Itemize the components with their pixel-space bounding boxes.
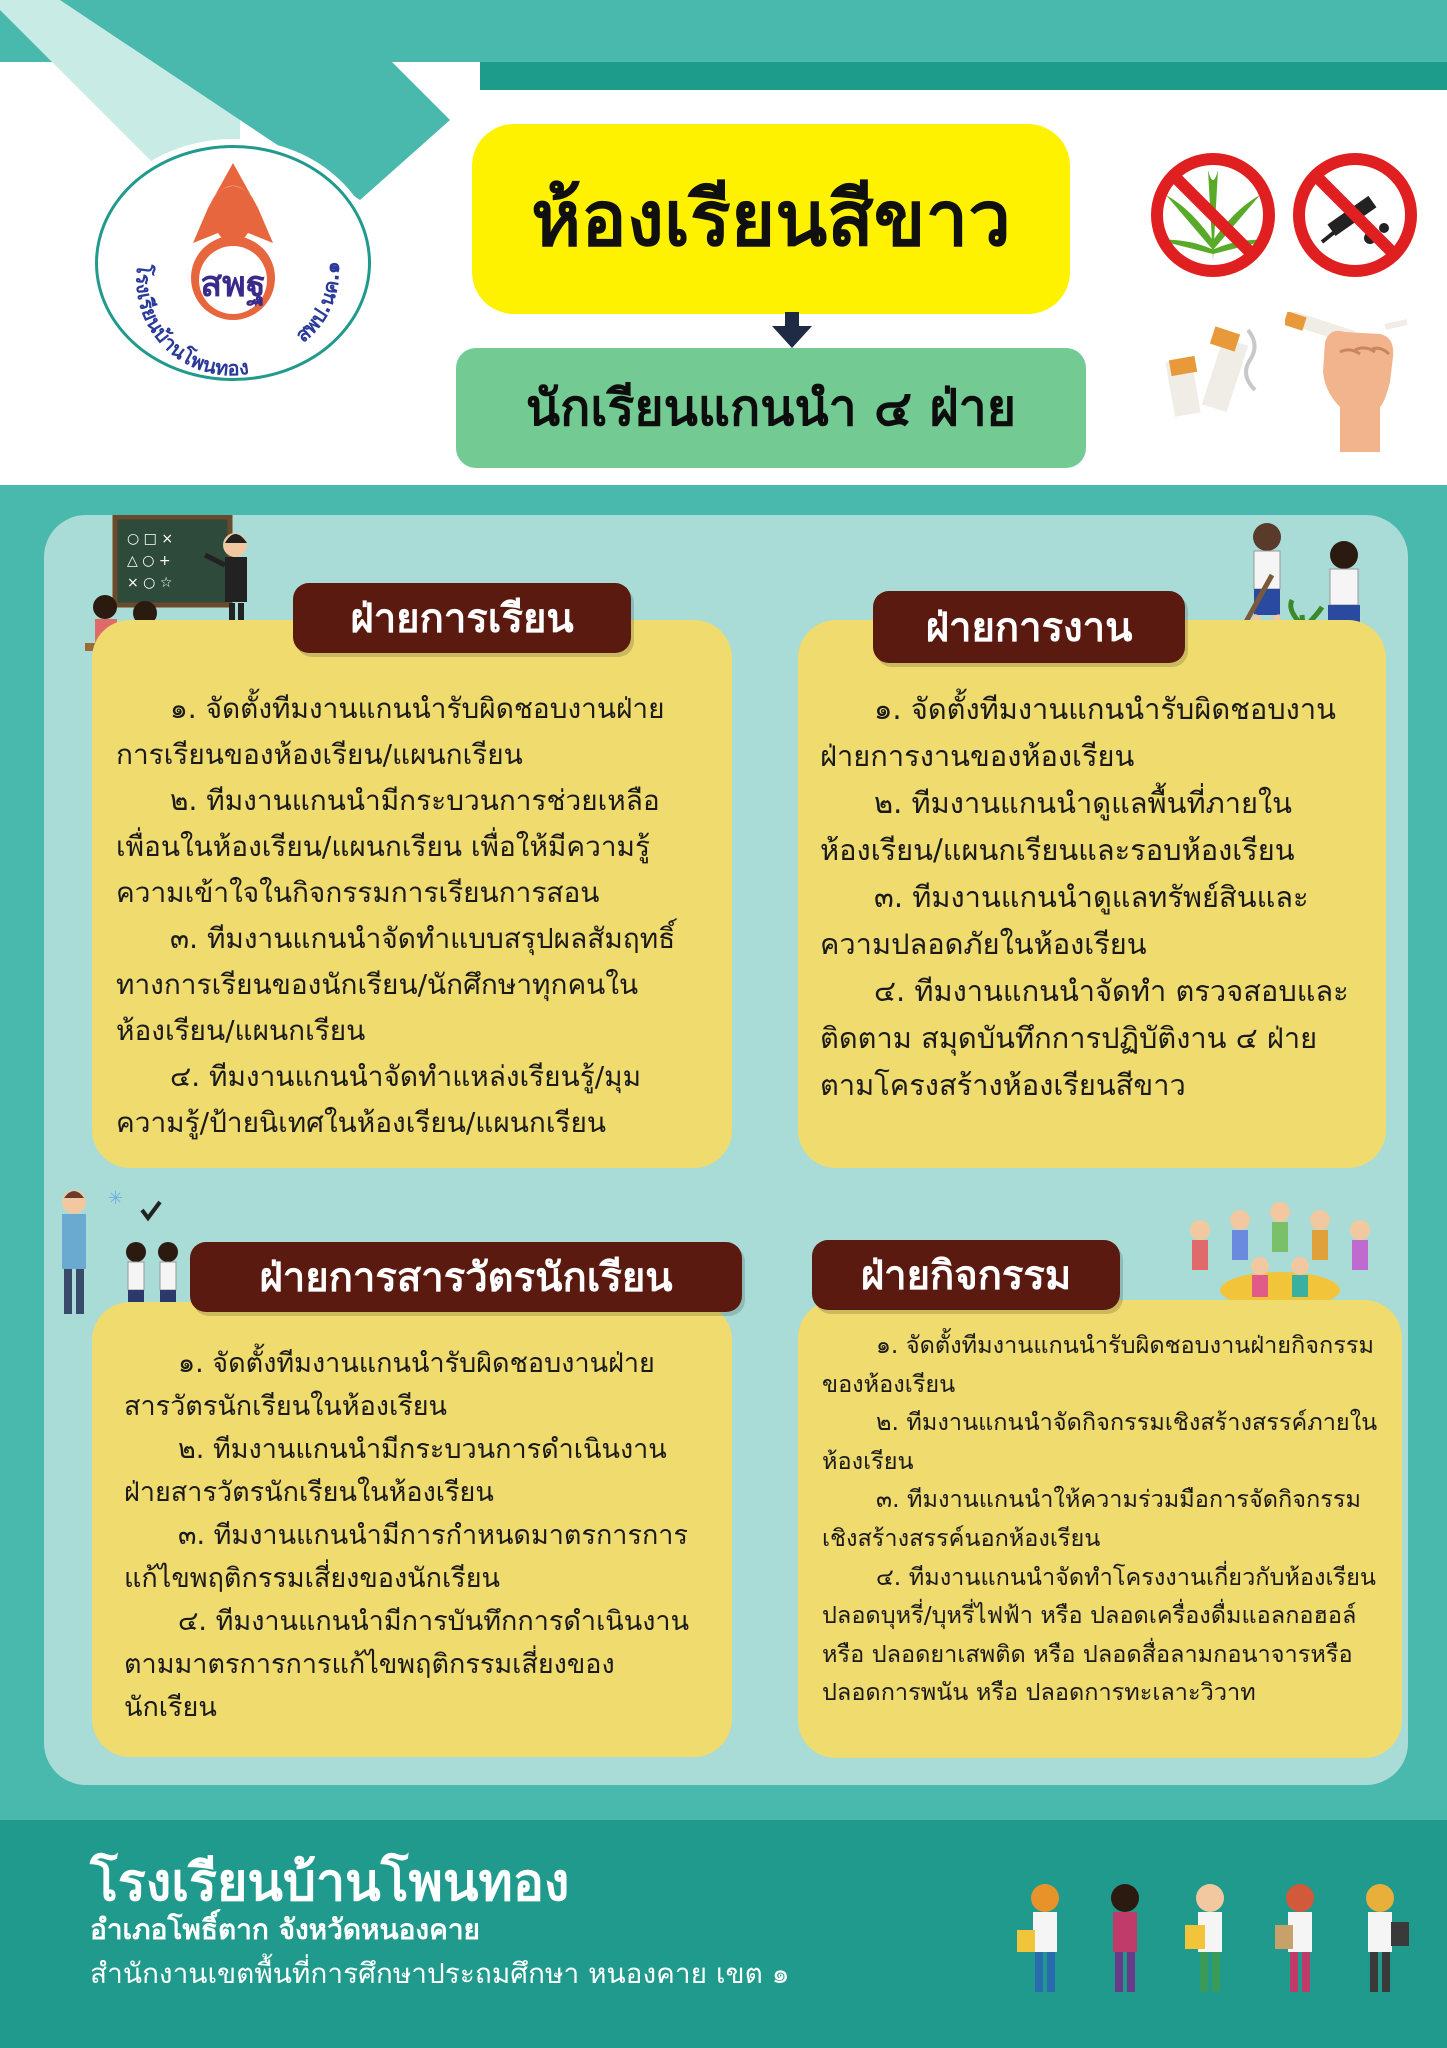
no-cannabis-icon bbox=[1148, 150, 1278, 280]
activity-label-text: ฝ่ายกิจกรรม bbox=[860, 1253, 1072, 1299]
footer-school-name: โรงเรียนบ้านโพนทอง bbox=[90, 1853, 570, 1913]
header-stripe-dark bbox=[480, 62, 1447, 90]
work-item-3: ๓. ทีมงานแกนนำดูแลทรัพย์สินและความปลอดภัยในห้องเรียน bbox=[820, 880, 1309, 961]
page-subtitle bbox=[456, 348, 1086, 468]
work-label-text: ฝ่ายการงาน bbox=[925, 605, 1133, 651]
walking-students-illustration bbox=[1005, 1870, 1425, 2010]
work-items bbox=[798, 620, 1386, 1109]
logo-office-text: สพป.นค.๑ bbox=[290, 260, 345, 348]
activity-card bbox=[798, 1300, 1402, 1758]
activity-label bbox=[812, 1240, 1120, 1310]
broken-cigarette-icon bbox=[1160, 310, 1280, 430]
activity-items bbox=[798, 1300, 1402, 1712]
work-item-4: ๔. ทีมงานแกนนำจัดทำ ตรวจสอบและติดตาม สมุดบันทึกการปฏิบัติงาน ๔ ฝ่าย ตามโครงสร้างห้องเรียนสีขาว bbox=[820, 974, 1349, 1102]
study-label-text: ฝ่ายการเรียน bbox=[350, 596, 574, 642]
activity-item-3: ๓. ทีมงานแกนนำให้ความร่วมมือการจัดกิจกรรมเชิงสร้างสรรค์นอกห้องเรียน bbox=[822, 1485, 1361, 1552]
work-label bbox=[873, 591, 1185, 663]
welfare-label bbox=[190, 1242, 742, 1312]
study-item-2: ๒. ทีมงานแกนนำมีกระบวนการช่วยเหลือเพื่อนในห้องเรียน/แผนกเรียน เพื่อให้มีความรู้ความเข้าใจในกิจกรรมการเรียนการสอน bbox=[116, 784, 660, 909]
footer-education-office: สำนักงานเขตพื้นที่การศึกษาประถมศึกษา หนองคาย เขต ๑ bbox=[90, 1957, 790, 1990]
work-item-2: ๒. ทีมงานแกนนำดูแลพื้นที่ภายในห้องเรียน/แผนกเรียนและรอบห้องเรียน bbox=[820, 786, 1295, 867]
page-title-text: ห้องเรียนสีขาว bbox=[531, 174, 1011, 263]
arrow-down-icon bbox=[772, 312, 812, 348]
svg-text:× ○ ☆: × ○ ☆ bbox=[127, 575, 173, 591]
work-card bbox=[798, 620, 1386, 1168]
welfare-item-2: ๒. ทีมงานแกนนำมีกระบวนการดำเนินงานฝ่ายสารวัตรนักเรียนในห้องเรียน bbox=[124, 1434, 667, 1508]
study-item-4: ๔. ทีมงานแกนนำจัดทำแหล่งเรียนรู้/มุมความรู้/ป้ายนิเทศในห้องเรียน/แผนกเรียน bbox=[116, 1060, 642, 1139]
welfare-item-1: ๑. จัดตั้งทีมงานแกนนำรับผิดชอบงานฝ่ายสารวัตรนักเรียนในห้องเรียน bbox=[124, 1348, 655, 1422]
study-item-1: ๑. จัดตั้งทีมงานแกนนำรับผิดชอบงานฝ่ายการเรียนของห้องเรียน/แผนกเรียน bbox=[116, 692, 665, 771]
svg-text:△ ○ +: △ ○ + bbox=[127, 553, 171, 569]
page-subtitle-text: นักเรียนแกนนำ ๔ ฝ่าย bbox=[525, 378, 1017, 437]
study-items bbox=[92, 620, 732, 1146]
activity-item-1: ๑. จัดตั้งทีมงานแกนนำรับผิดชอบงานฝ่ายกิจกรรมของห้องเรียน bbox=[822, 1331, 1375, 1398]
welfare-item-4: ๔. ทีมงานแกนนำมีการบันทึกการดำเนินงานตามมาตรการการแก้ไขพฤติกรรมเสี่ยงของนักเรียน bbox=[124, 1606, 690, 1723]
welfare-label-text: ฝ่ายการสารวัตรนักเรียน bbox=[259, 1255, 673, 1301]
footer-district: อำเภอโพธิ์ตาก จังหวัดหนองคาย bbox=[90, 1913, 480, 1946]
no-drugs-icon bbox=[1292, 152, 1418, 278]
welfare-card bbox=[92, 1302, 732, 1757]
study-label bbox=[293, 583, 631, 653]
school-logo bbox=[95, 145, 371, 381]
work-item-1: ๑. จัดตั้งทีมงานแกนนำรับผิดชอบงานฝ่ายการงานของห้องเรียน bbox=[820, 692, 1336, 773]
page-title bbox=[472, 124, 1070, 314]
logo-center-glyph: สพฐ bbox=[200, 264, 266, 305]
activity-item-2: ๒. ทีมงานแกนนำจัดกิจกรรมเชิงสร้างสรรค์ภายในห้องเรียน bbox=[822, 1408, 1378, 1475]
svg-text:✳: ✳ bbox=[108, 1188, 124, 1209]
welfare-items bbox=[92, 1302, 732, 1729]
welfare-item-3: ๓. ทีมงานแกนนำมีการกำหนดมาตรการการแก้ไขพฤติกรรมเสี่ยงของนักเรียน bbox=[124, 1520, 688, 1594]
svg-text:สพป.นค.๑ bbox=[291, 261, 344, 347]
logo-school-text: โรงเรียนบ้านโพนทอง bbox=[131, 262, 251, 378]
activity-item-4: ๔. ทีมงานแกนนำจัดทำโครงงานเกี่ยวกับห้องเรียนปลอดบุหรี่/บุหรี่ไฟฟ้า หรือ ปลอดเครื่องดื่มแอลกอฮอล์ หรือ ปลอดยาเสพติด หรือ ปลอดสื่อลามกอนาจารหรือปลอดการพนัน หรือ ปลอดการทะเลาะวิวาท bbox=[822, 1562, 1376, 1707]
playing-children-illustration bbox=[1170, 1190, 1390, 1315]
study-card bbox=[92, 620, 732, 1168]
study-item-3: ๓. ทีมงานแกนนำจัดทำแบบสรุปผลสัมฤทธิ์ทางการเรียนของนักเรียน/นักศึกษาทุกคนในห้องเรียน/แผนกเรียน bbox=[116, 922, 676, 1047]
fist-crushing-cigarette-icon bbox=[1285, 312, 1410, 452]
svg-text:○ □ ×: ○ □ × bbox=[127, 531, 174, 547]
